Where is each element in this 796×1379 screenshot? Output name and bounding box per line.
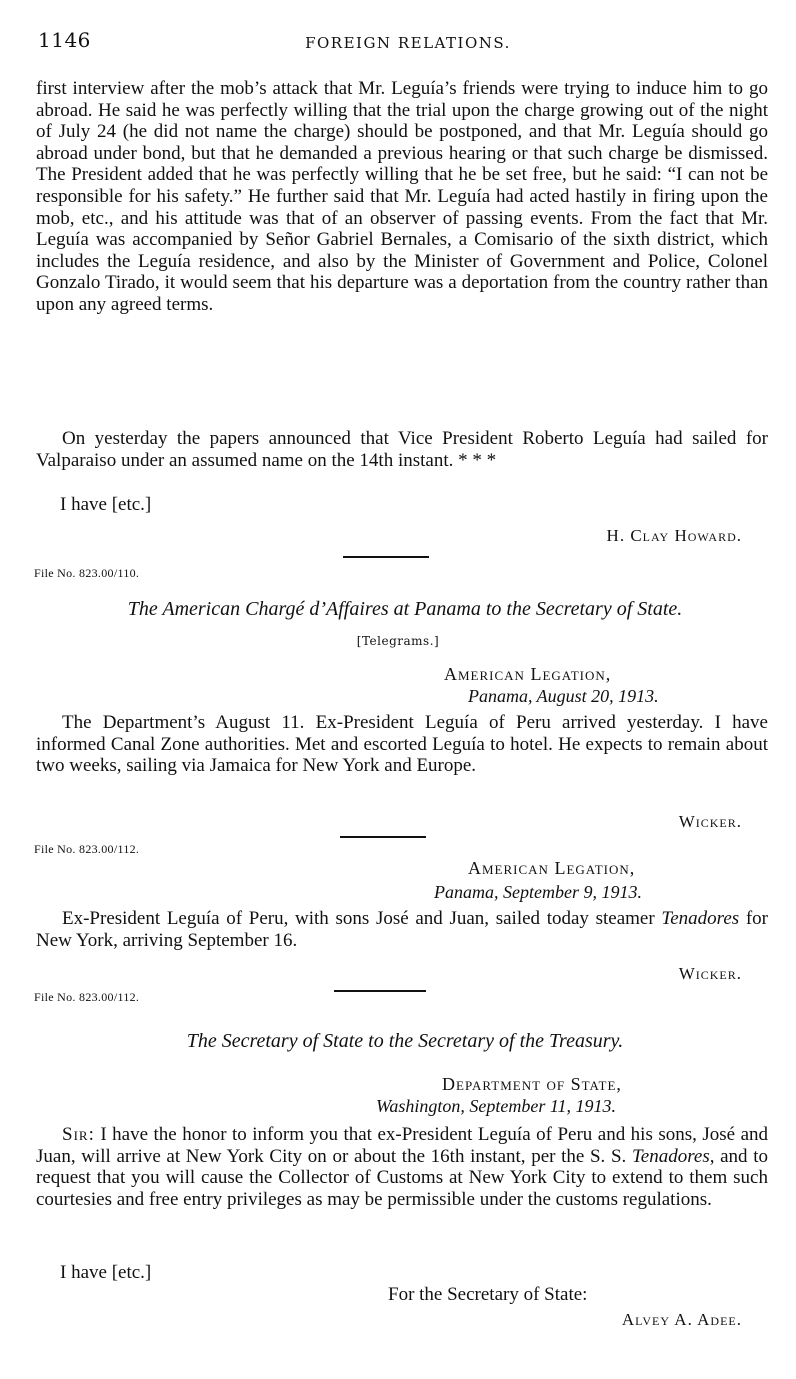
- place-date: Panama, September 9, 1913.: [434, 882, 642, 902]
- section-divider: [343, 556, 429, 558]
- paragraph-vice-president: On yesterday the papers announced that Vice President Roberto Leguía had sailed for Valparaiso under an assumed name on the 14th instant. * * *: [36, 428, 768, 471]
- place-date: Panama, August 20, 1913.: [468, 686, 659, 706]
- for-secretary-line: For the Secretary of State:: [388, 1284, 588, 1305]
- salutation: Sir:: [62, 1124, 95, 1145]
- place-date: Washington, September 11, 1913.: [376, 1096, 616, 1116]
- ship-name: Tenadores: [631, 1145, 710, 1167]
- legation-heading: American Legation,: [468, 858, 636, 878]
- ship-name: Tenadores: [661, 908, 740, 929]
- page-header: [38, 28, 778, 58]
- letter-body: Sir: I have the honor to inform you that ex-President Leguía of Peru and his sons, José and Juan, will arrive at New York City on or about the 16th instant, per the S. S. Tenadores, and to request that you will cause the Collector of Customs at New York City to extend to them such courtesies and free entry privileges as may be permissible under the customs regulations.: [36, 1124, 768, 1210]
- document-title: The Secretary of State to the Secretary of the Treasury.: [186, 1030, 624, 1052]
- section-divider: [340, 836, 426, 838]
- continued-paragraph: first interview after the mob’s attack that Mr. Leguía’s friends were trying to induce him to go abroad. He said he was perfectly willing that the trial upon the charge growing out of the night of July 24 (he did not name the charge) should be postponed, and that Mr. Leguía should go abroad under bond, but that he demanded a previous hearing or that such charge be dismissed. The President added that he was perfectly willing that he be set free, but he said: “I can not be responsible for his safety.” He further said that Mr. Leguía had acted hastily in firing upon the mob, etc., and his attitude was that of an observer of passing events. From the fact that Mr. Leguía was accompanied by Señor Gabriel Bernales, a Comisario of the sixth district, which includes the Leguía residence, and also by the Minister of Government and Police, Colonel Gonzalo Tirado, it would seem that his departure was a deportation from the country rather than upon any agreed terms.: [36, 78, 768, 315]
- signature-wicker: Wicker.: [678, 964, 742, 983]
- telegram-body: The Department’s August 11. Ex-President Leguía of Peru arrived yesterday. I have informed Canal Zone authorities. Met and escorted Leguía to hotel. He expects to remain about two weeks, sailing via Jamaica for New York and Europe.: [36, 712, 768, 777]
- document-title: The American Chargé d’Affaires at Panama to the Secretary of State.: [127, 598, 683, 620]
- department-heading: Department of State,: [442, 1074, 622, 1094]
- signature-adee: Alvey A. Adee.: [621, 1310, 742, 1329]
- telegram-body: Ex-President Leguía of Peru, with sons José and Juan, sailed today steamer Tenadores for New York, arriving September 16.: [36, 908, 768, 951]
- file-number: File No. 823.00/110.: [34, 566, 140, 580]
- signature-wicker: Wicker.: [678, 812, 742, 831]
- running-head: FOREIGN RELATIONS.: [305, 34, 511, 52]
- legation-heading: American Legation,: [444, 664, 612, 684]
- closing-line: I have [etc.]: [60, 494, 152, 515]
- telegrams-label: [Telegrams.]: [356, 634, 440, 648]
- page-number: 1146: [38, 28, 91, 52]
- closing-line: I have [etc.]: [60, 1262, 152, 1283]
- signature-howard: H. Clay Howard.: [606, 526, 742, 545]
- file-number: File No. 823.00/112.: [34, 990, 140, 1004]
- section-divider: [334, 990, 426, 992]
- file-number: File No. 823.00/112.: [34, 842, 140, 856]
